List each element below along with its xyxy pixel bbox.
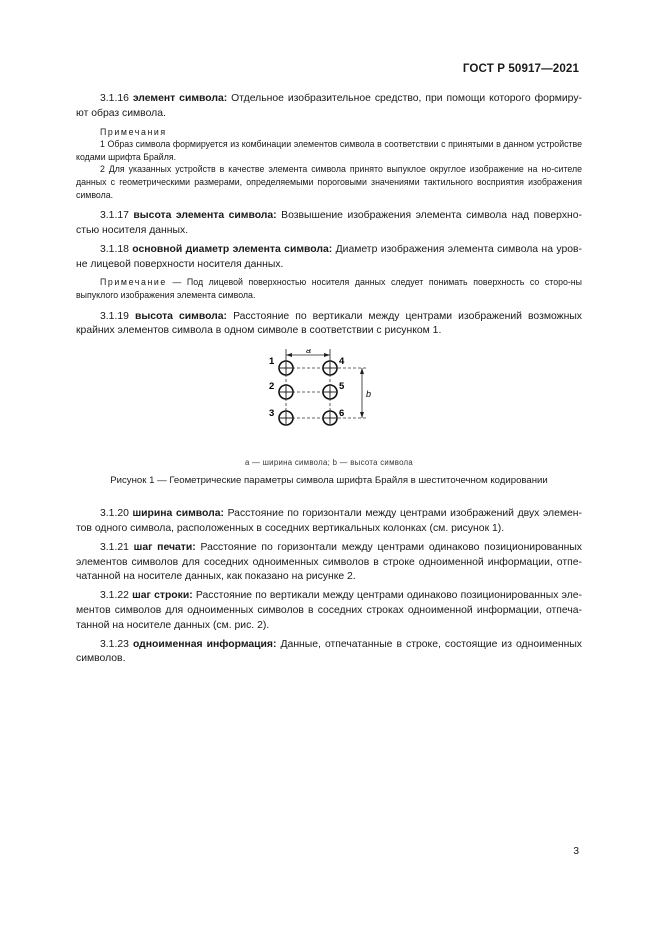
clause-number: 3.1.17 (100, 210, 129, 222)
note-lead: Примечание (100, 277, 167, 288)
clause-number: 3.1.18 (100, 243, 129, 255)
dimension-a-label: a (306, 349, 312, 356)
definition-3-1-18 (76, 243, 582, 273)
figure-caption: Рисунок 1 — Геометрические параметры символа шрифта Брайля в шеститочечном кодировании (110, 475, 548, 487)
figure-legend: а — ширина символа; b — высота символа (244, 458, 414, 468)
note-text: — Под лицевой поверхностью носителя данных следует понимать поверхность со сторо-ны выпуклого изображения элемента символа. (76, 277, 582, 300)
definition-text: Расстояние по горизонтали между центрами одинаково позиционированных элементов символов для соседних одноименных символов в строке одноименной информации, отпе-чатанной на носителе данных, как показано на рисунке 2. (76, 541, 582, 583)
braille-cell-diagram (266, 349, 396, 449)
term: ширина символа: (132, 508, 224, 520)
clause-number: 3.1.23 (100, 638, 129, 650)
dimension-b-arrow-top (360, 368, 364, 374)
page-content (76, 92, 582, 671)
definition-text: Возвышение изображения элемента символа над поверхно-стью носителя данных. (76, 210, 583, 236)
dot-number-5: 5 (339, 381, 345, 393)
dimension-a-arrow-left (286, 353, 292, 357)
definition-text: Расстояние по горизонтали между центрами изображений двух элемен-тов одного символа, расположенных в соседних вертикальных колонках (см. рисунок 1). (76, 508, 582, 534)
clause-number: 3.1.20 (100, 508, 129, 520)
definition-text: Расстояние по вертикали между центрами изображений возможных крайних элементов символа в одном символе в соответствии с рисунком 1. (76, 310, 582, 337)
definition-3-1-19 (76, 310, 582, 340)
definition-3-1-21 (76, 541, 582, 585)
term: шаг строки: (132, 590, 193, 602)
definition-3-1-17 (76, 209, 582, 239)
definition-3-1-16 (76, 92, 582, 122)
term: высота символа: (134, 310, 228, 322)
clause-number: 3.1.21 (100, 541, 129, 553)
clause-number: 3.1.22 (100, 590, 129, 602)
note-1: 1 Образ символа формируется из комбинации элементов символа в соответствии с принятыми в данном устройстве кодами шрифта Брайля. (76, 139, 582, 162)
dot-number-3: 3 (269, 408, 275, 420)
clause-number: 3.1.16 (100, 93, 129, 104)
definition-3-1-23 (76, 638, 582, 668)
definition-text: Данные, отпечатанные в строке, состоящие из одноименных символов. (76, 638, 583, 665)
dot-number-4: 4 (339, 356, 345, 368)
term: элемент символа: (132, 93, 228, 104)
term: одноименная информация: (132, 638, 277, 650)
dot-number-6: 6 (339, 408, 345, 420)
definition-text: Диаметр изображения элемента символа на уров-не лицевой поверхности носителя данных. (76, 243, 582, 270)
dimension-b-label: b (366, 389, 372, 400)
definition-3-1-20 (76, 507, 582, 537)
term: основной диаметр элемента символа: (132, 243, 333, 255)
term: высота элемента символа: (133, 210, 277, 222)
document-code: ГОСТ Р 50917—2021 (462, 62, 579, 75)
note-2: 2 Для указанных устройств в качестве элемента символа принято выпуклое округлое изображение на но-сителе данных с геометрическими размерами, определяемыми пороговыми значениями тактильного восприятия изображения символа. (76, 164, 582, 200)
definition-3-1-22 (76, 589, 582, 633)
definition-text: Отдельное изобразительное средство, при помощи которого формиру-ют образ символа. (76, 93, 582, 119)
dimension-b-arrow-bottom (360, 412, 364, 418)
clause-number: 3.1.19 (100, 310, 129, 322)
notes-title: Примечания (100, 126, 167, 137)
page-number: 3 (573, 846, 579, 857)
braille-cell-figure (76, 349, 582, 449)
definition-text: Расстояние по вертикали между центрами одинаково позиционированных эле-ментов символов для одноименных символов в соседних строках одноименной информации, отпеча-танной на носителе данных (см. рис. 2). (76, 590, 583, 631)
dot-number-1: 1 (269, 356, 275, 368)
note-face-surface (76, 276, 582, 301)
dot-number-2: 2 (269, 381, 275, 393)
dimension-a-arrow-right (324, 353, 330, 357)
braille-dots (279, 361, 337, 425)
term: шаг печати: (133, 541, 196, 553)
